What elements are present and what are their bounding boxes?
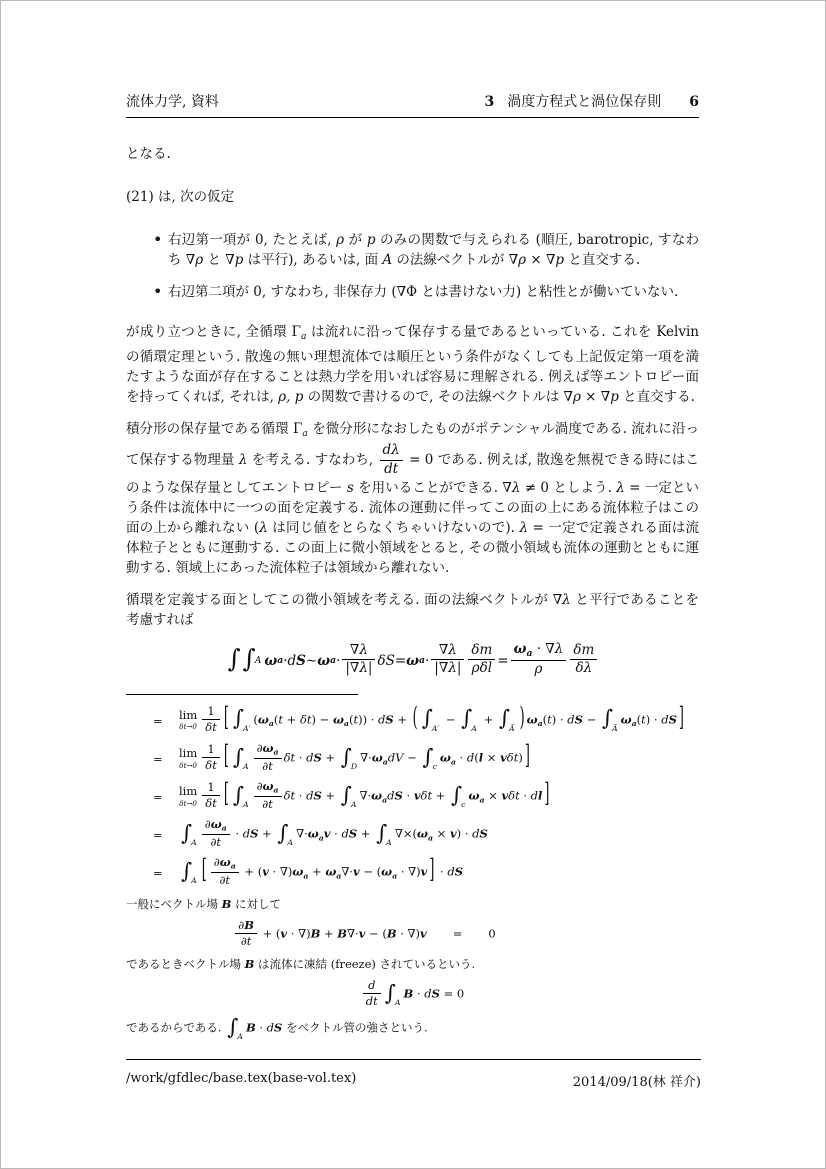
assumption-list [126, 230, 699, 302]
equation-expression: $\int_A$ $\frac{\partial\omega_a}{\partial t}$ · dS + $\int_A\nabla\cdot\omega_av$ · dS + $\int_A\nabla\times(\omega_a \times v)$ · dS [181, 816, 488, 850]
equation-expression: lim δt→0 $\frac{1}{\delta t}$ [ $\int_{A'}(\omega_a(t + \delta t) - \omega_a(t))$ · dS + ( $\int_{A'} - \int_A + \int_Ã$ ) $\omega_a(t)$ · dS − $\int_Ã\omega_a(t)$ · dS ] [179, 702, 684, 734]
paragraph-kelvin-theorem: が成り立つときに, 全循環 $\Gamma_a$ は流れに沿って保存する量であるといっている. これを Kelvin の循環定理という. 散逸の無い理想流体では順圧という条件がなくしても上記仮定第一項を満たすような面が存在することは熱力学を用いれば容易に理解される. 例えば等エントロピー面を持ってくれば, それは, ρ, p の関数で書けるので, その法線ベクトルは ∇ρ × ∇p と直交する. [126, 324, 699, 406]
page-header [126, 91, 699, 118]
section-number: 3 [484, 94, 495, 110]
header-left-title: 流体力学, 資料 [126, 94, 219, 110]
paragraph-potential-vorticity: 積分形の保存量である循環 $\Gamma_a$ を微分形になおしたものがポテンシャル渦度である. 流れに沿って保存する物理量 λ を考える. すなわち, $\frac{d\lambda}{dt}$ = 0 である. 例えば, 散逸を無視できる時にはこのような保存量としてエントロピー s を用いることができる. ∇λ ≠ 0 としよう. λ = 一定という条件は流体中に一つの面を定義する. 流体の運動に伴ってこの面の上にある流体粒子はこの面の上から離れない (λ は同じ値をとらなくちゃいけないので). λ = 一定で定義される面は流体粒子とともに運動する. この面上に微小領域をとると, その微小領域も流体の運動とともに運動する. 領域上にあった流体粒子は領域から離れない. [126, 421, 700, 576]
section-title: 渦度方程式と渦位保存則 [507, 94, 662, 110]
display-equation-circulation: ∫ ∫ A ω a · d S ∼ ω a · $\frac{\nabla\lambda}{|\nabla\lambda|}$ δS = ω a · $\frac{\nabla\lambda}{|\nabla\lambda|}$ $\frac{\delta m}{\text{ρδl}}$ = $\frac{\omega_a \cdot \nabla\lambda}{\rho}$ $\frac{\delta m}{\delta\lambda}$ [126, 638, 699, 684]
footnote-text-freeze: であるときベクトル場 B は流体に凍結 (freeze) されているという. [126, 956, 476, 971]
header-right [485, 91, 700, 111]
equals-sign: = [153, 866, 163, 880]
list-item-text: 右辺第二項が 0, すなわち, 非保存力 (∇Φ とは書けない力) と粘性とが働いていない. [168, 284, 679, 300]
equation-row [153, 702, 699, 737]
footnote-text-vector-tube-strength: であるからである. $\int_AB$ · dS をベクトル管の強さという. [126, 1014, 428, 1041]
equals-sign: = [153, 751, 163, 766]
paragraph-assumption-intro: (21) は, 次の仮定 [126, 189, 235, 205]
display-equation-frozen-field: $\frac{\partial B}{\partial t}$ + (v · ∇)B + B∇·v − (B · ∇)v = 0 [78, 920, 651, 949]
equation-expression: lim δt→0 $\frac{1}{\delta t}$ [ $\int_A$ $\frac{\partial\omega_a}{\partial t}$ δt · dS + $\int_D\nabla\cdot\omega_adV - \int_c\omega_a \cdot d(l \times v\delta t)$ ] [179, 740, 530, 774]
equation-row [153, 778, 699, 813]
list-item [153, 230, 699, 270]
page-number: 6 [689, 94, 699, 110]
list-item-text: 右辺第一項が 0, たとえば, ρ が p のみの関数で与えられる (順圧, barotropic, すなわち ∇ρ と ∇p は平行), あるいは, 面 A の法線ベクトルが ∇ρ × ∇p と直交する. [168, 232, 699, 268]
equation-row [153, 816, 699, 851]
bullet-icon: • [153, 282, 163, 301]
footer-date-author: 2014/09/18(林 祥介) [572, 1075, 701, 1090]
footnote-derivation [126, 702, 699, 889]
equals-sign: = [153, 789, 163, 804]
footnote-rule [126, 694, 358, 695]
equals-sign: = [153, 714, 163, 729]
display-equation-flux-conservation: $\frac{d}{dt}$ $\int_AB$ · dS = 0 [126, 980, 699, 1011]
page-footer [126, 1059, 701, 1090]
equation-row [153, 740, 699, 775]
bullet-icon: • [153, 230, 163, 249]
equation-row [153, 854, 699, 889]
footer-file-path: /work/gfdlec/base.tex(base-vol.tex) [126, 1071, 357, 1086]
paragraph-tonaru: となる. [126, 146, 171, 162]
paragraph-circulation-surface: 循環を定義する面としてこの微小領域を考える. 面の法線ベクトルが ∇λ と平行であることを考慮すれば [126, 591, 699, 628]
equals-sign: = [153, 827, 163, 842]
equation-expression: $\int_A$ [ $\frac{\partial\omega_a}{\partial t}$ + $(v \cdot \nabla)\omega_a + \omega_a\nabla\cdot v - (\omega_a \cdot \nabla)v$ ] · dS [181, 854, 464, 888]
equation-expression: lim δt→0 $\frac{1}{\delta t}$ [ $\int_A$ $\frac{\partial\omega_a}{\partial t}$ δt · dS + $\int_A\nabla\cdot\omega_adS \cdot v\delta t + \int_c\omega_a \times v\delta t$ · dl ] [179, 778, 550, 812]
footnote-text-general: 一般にベクトル場 B に対して [126, 897, 282, 912]
list-item [153, 282, 699, 302]
footnote [126, 694, 699, 1045]
